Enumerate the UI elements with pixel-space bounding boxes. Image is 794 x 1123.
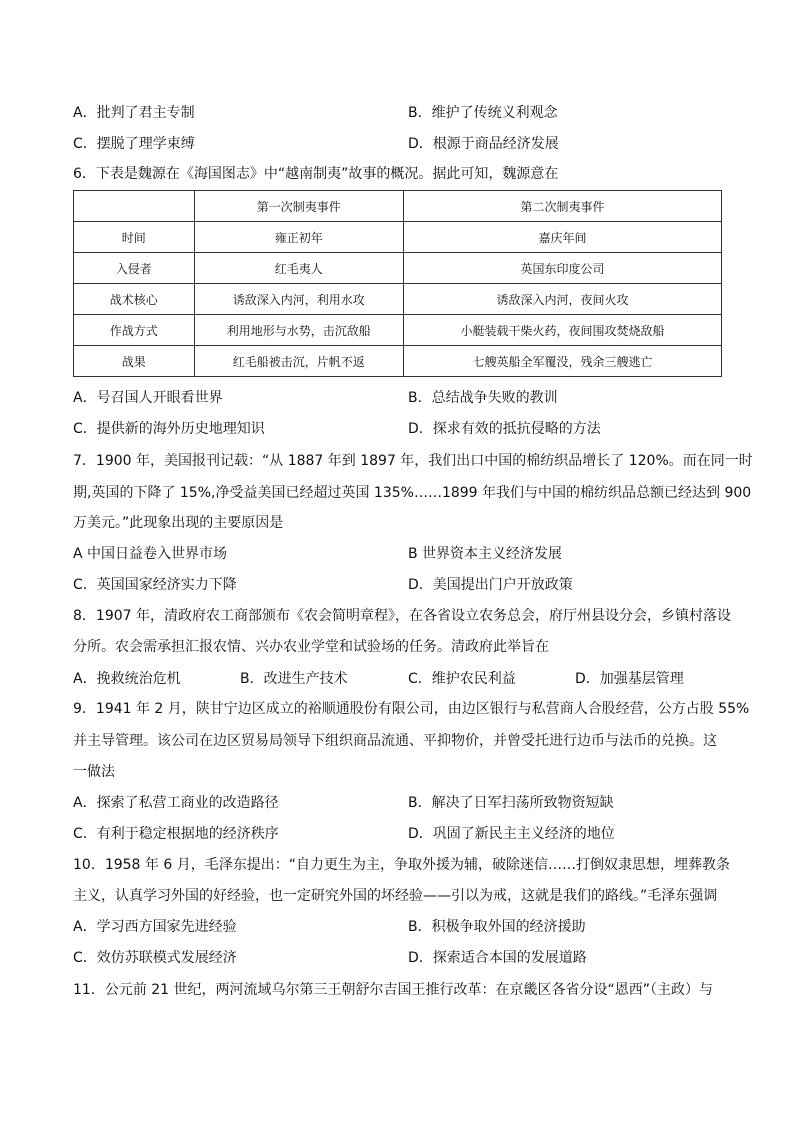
q6-option-b: B．总结战争失败的教训 — [408, 390, 558, 406]
table-cell: 红毛船被击沉，片帆不返 — [194, 346, 403, 377]
q9-stem-line: 一做法 — [73, 764, 115, 780]
table-header-cell: 第二次制夷事件 — [403, 191, 721, 222]
q9-option-a: A．探索了私营工商业的改造路径 — [73, 795, 279, 811]
q7-stem-line: 7．1900 年，美国报刊记载：“从 1887 年到 1897 年，我们出口中国的棉纺织品增长了 120%。而在同一时 — [73, 453, 753, 469]
q5-option-d: D．根源于商品经济发展 — [408, 136, 559, 152]
q7-stem-line: 万美元。”此现象出现的主要原因是 — [73, 515, 284, 531]
q9-option-d: D．巩固了新民主主义经济的地位 — [408, 826, 615, 842]
q10-option-a: A．学习西方国家先进经验 — [73, 919, 237, 935]
table-row — [74, 284, 722, 315]
q8-stem-line: 分所。农会需承担汇报农情、兴办农业学堂和试验场的任务。清政府此举旨在 — [73, 639, 549, 655]
q9-option-c: C．有利于稳定根据地的经济秩序 — [73, 826, 279, 842]
table-cell: 诱敌深入内河，夜间火攻 — [403, 284, 721, 315]
table-cell: 雍正初年 — [194, 222, 403, 253]
q8-option-c: C．维护农民利益 — [408, 671, 516, 687]
q5-option-a: A．批判了君主专制 — [73, 105, 195, 121]
q10-option-b: B．积极争取外国的经济援助 — [408, 919, 586, 935]
q6-option-a: A．号召国人开眼看世界 — [73, 390, 223, 406]
table-header-cell — [74, 191, 195, 222]
q7-option-d: D．美国提出门户开放政策 — [408, 577, 573, 593]
table-cell: 英国东印度公司 — [403, 253, 721, 284]
q9-stem-line: 并主导管理。该公司在边区贸易局领导下组织商品流通、平抑物价，并曾受托进行边币与法币的兑换。这 — [73, 733, 717, 749]
table-header-row — [74, 191, 722, 222]
row-label: 时间 — [74, 222, 195, 253]
q7-option-c: C．英国国家经济实力下降 — [73, 577, 237, 593]
q7-option-a: A 中国日益卷入世界市场 — [73, 546, 228, 562]
row-label: 战果 — [74, 346, 195, 377]
q5-option-b: B．维护了传统义利观念 — [408, 105, 558, 121]
q8-stem-line: 8．1907 年，清政府农工商部颁布《农会简明章程》，在各省设立农务总会，府厅州县设分会，乡镇村落设 — [73, 608, 731, 624]
table-header-cell: 第一次制夷事件 — [194, 191, 403, 222]
table-row — [74, 315, 722, 346]
table-cell: 利用地形与水势，击沉敌船 — [194, 315, 403, 346]
q7-stem-line: 期,英国的下降了 15%,净受益美国已经超过英国 135%……1899 年我们与中国的棉纺织品总额已经达到 900 — [73, 485, 752, 501]
q9-stem-line: 9．1941 年 2 月，陕甘宁边区成立的裕顺通股份有限公司，由边区银行与私营商人合股经营，公方占股 55% — [73, 701, 750, 717]
q6-stem: 6．下表是魏源在《海国图志》中“越南制夷”故事的概况。据此可知，魏源意在 — [73, 166, 559, 182]
q8-option-a: A．挽救统治危机 — [73, 671, 181, 687]
table-cell: 七艘英船全军覆没，残余三艘逃亡 — [403, 346, 721, 377]
q10-stem-line: 主义，认真学习外国的好经验，也一定研究外国的坏经验——引以为戒，这就是我们的路线。”毛泽东强调 — [73, 888, 718, 904]
q8-option-b: B．改进生产技术 — [240, 671, 348, 687]
row-label: 战术核心 — [74, 284, 195, 315]
q10-option-c: C．效仿苏联模式发展经济 — [73, 950, 237, 966]
q9-option-b: B．解决了日军扫荡所致物资短缺 — [408, 795, 614, 811]
table-cell: 小艇装载干柴火药，夜间围攻焚烧敌船 — [403, 315, 721, 346]
q10-stem-line: 10．1958 年 6 月，毛泽东提出：“自力更生为主，争取外援为辅，破除迷信……打倒奴隶思想，埋葬教条 — [73, 857, 730, 873]
q7-option-b: B 世界资本主义经济发展 — [408, 546, 563, 562]
table-row — [74, 222, 722, 253]
table-row — [74, 346, 722, 377]
table-cell: 红毛夷人 — [194, 253, 403, 284]
table-row — [74, 253, 722, 284]
row-label: 作战方式 — [74, 315, 195, 346]
q11-stem-line: 11．公元前 21 世纪，两河流域乌尔第三王朝舒尔吉国王推行改革：在京畿区各省分设“恩西”（主政）与 — [73, 982, 714, 998]
q6-option-d: D．探求有效的抵抗侵略的方法 — [408, 421, 601, 437]
q10-option-d: D．探索适合本国的发展道路 — [408, 950, 587, 966]
q8-option-d: D．加强基层管理 — [575, 671, 684, 687]
q6-option-c: C．提供新的海外历史地理知识 — [73, 421, 265, 437]
table-cell: 诱敌深入内河，利用水攻 — [194, 284, 403, 315]
q6-events-table — [73, 190, 722, 377]
table-cell: 嘉庆年间 — [403, 222, 721, 253]
q5-option-c: C．摆脱了理学束缚 — [73, 136, 195, 152]
row-label: 入侵者 — [74, 253, 195, 284]
